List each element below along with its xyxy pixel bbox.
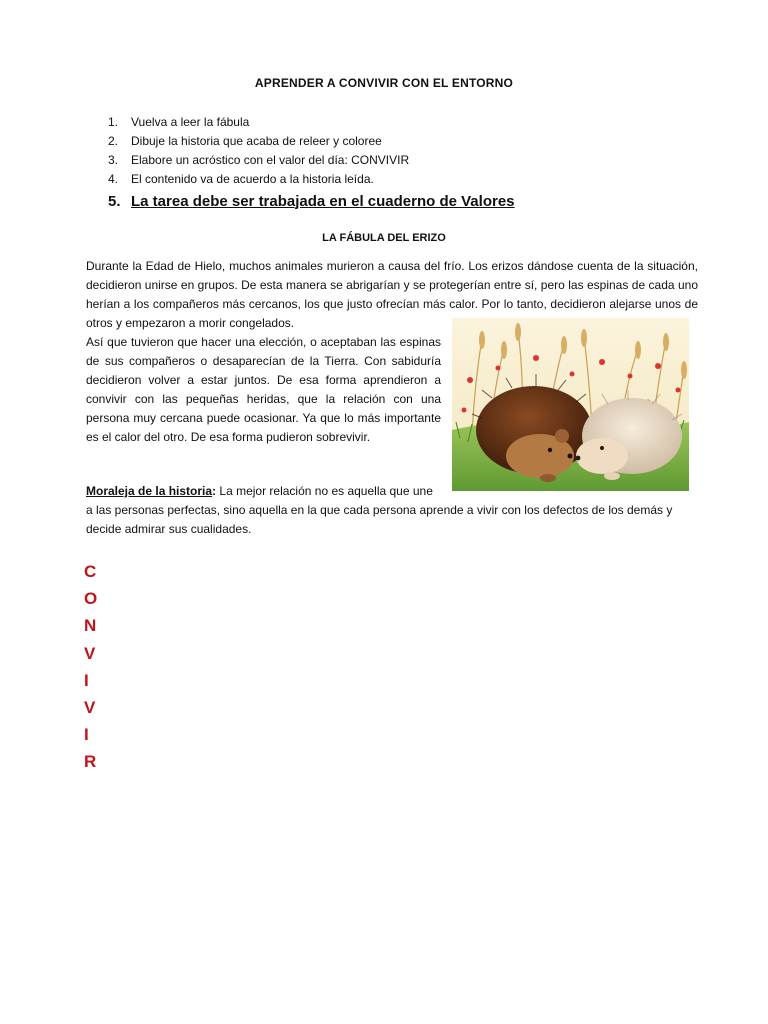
instruction-number: 4. (108, 171, 119, 186)
fable-paragraph-1: Durante la Edad de Hielo, muchos animales murieron a causa del frío. Los erizos dándose cuenta de la situación, decidieron unirse en grupos. De esta manera se abrigarían y se protegerían entre sí, pero las espinas de cada uno herían a los compañeros más cercanos, los que justo ofrecían más calor. Por lo tanto, decidieron alejarse unos de otros y empezaron a morir congelados. (86, 259, 698, 330)
acrostic-letter: C (84, 562, 97, 581)
instruction-item (108, 150, 668, 169)
instruction-number: 1. (108, 114, 119, 129)
instruction-item (108, 112, 668, 131)
instruction-text: Elabore un acróstico con el valor del día: CONVIVIR (131, 152, 410, 167)
instruction-number: 5. (108, 192, 121, 210)
acrostic-letter: N (84, 616, 97, 636)
acrostic-letter: I (84, 670, 89, 690)
fable-title: LA FÁBULA DEL ERIZO (322, 232, 446, 244)
instruction-text: Vuelva a leer la fábula (131, 114, 250, 129)
instruction-text: La tarea debe ser trabajada en el cuaderno de Valores (131, 192, 515, 210)
page-title: APRENDER A CONVIVIR CON EL ENTORNO (254, 76, 514, 90)
acrostic-letter: R (84, 752, 97, 772)
instruction-number: 3. (108, 152, 119, 167)
fable-paragraph-2: Así que tuvieron que hacer una elección, o aceptaban las espinas de sus compañeros o desaparecían de la Tierra. Con sabiduría decidieron volver a estar juntos. De esa forma aprendieron a convivir con las pequeñas heridas, que la relación con una persona muy cercana puede ocasionar. Ya que lo más importante es el calor del otro. De esa forma pudieron sobrevivir. (86, 335, 441, 444)
moral-label: Moraleja de la historia (86, 484, 213, 498)
instruction-text: Dibuje la historia que acaba de releer y coloree (131, 133, 382, 148)
acrostic-letter: V (84, 643, 96, 663)
instructions-list (108, 112, 668, 213)
moral-section (86, 482, 698, 539)
acrostic-letter: I (84, 725, 89, 745)
instruction-item (108, 131, 668, 150)
moral-text-2: a las personas perfectas, sino aquella en la que cada persona aprende a vivir con los defectos de los demás y decide admirar sus cualidades. (86, 503, 673, 536)
instruction-item (108, 169, 668, 188)
instruction-text: El contenido va de acuerdo a la historia leída. (131, 171, 374, 186)
moral-text-1: La mejor relación no es aquella que une (219, 484, 433, 498)
moral-first-line: Moraleja de la historia: La mejor relación no es aquella que une (86, 484, 433, 498)
acrostic-convivir (84, 558, 97, 776)
instruction-number: 2. (108, 133, 119, 148)
hedgehogs-illustration (452, 318, 689, 491)
acrostic-letter: O (84, 589, 98, 609)
instruction-item-highlight (108, 189, 668, 213)
acrostic-letter: V (84, 697, 96, 717)
